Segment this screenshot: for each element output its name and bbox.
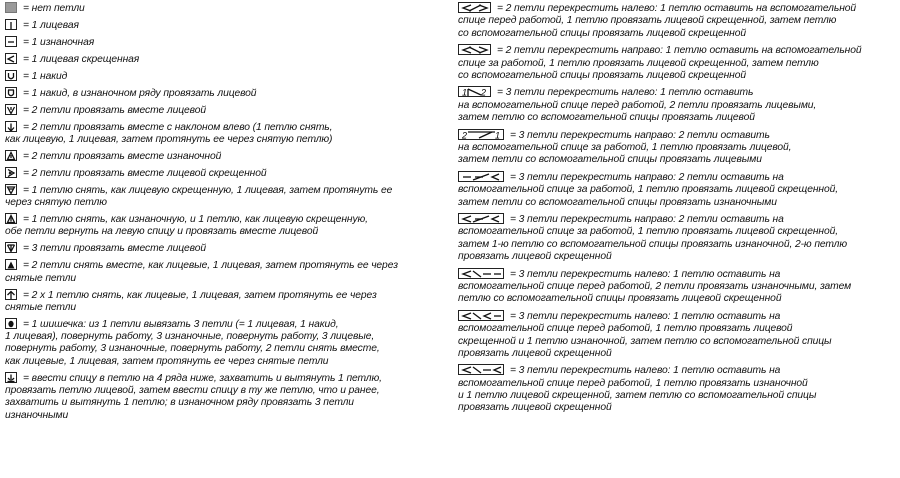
legend-text: со вспомогательной спицы провязать лицевой скрещенной — [458, 69, 747, 81]
s2kpo-icon — [5, 259, 17, 270]
legend-line — [5, 289, 445, 302]
k2tog-left-icon — [5, 121, 17, 132]
cross-2-left-tbl-icon — [458, 2, 491, 13]
legend-text: снятые петли — [5, 272, 77, 284]
legend-text: обе петли вернуть на левую спицу и провязать вместе лицевой — [5, 226, 319, 238]
legend-text: затем петли со вспомогательной спицы провязать лицевыми — [458, 154, 762, 166]
legend-text: = 1 лицевая — [23, 19, 79, 31]
legend-line — [458, 226, 898, 238]
legend-text: провязать лицевой скрещенной — [458, 251, 612, 263]
k2tog-icon — [5, 104, 17, 115]
svg-text:1: 1 — [462, 87, 467, 97]
legend-text: и 1 петлю лицевой скрещенной, затем петлю со вспомогательной спицы — [458, 390, 817, 402]
legend-text: затем петлю со вспомогательной спицы провязать лицевой — [458, 112, 755, 124]
legend-line — [458, 44, 898, 57]
legend-line — [5, 331, 445, 343]
legend-line — [458, 402, 898, 414]
legend-line — [5, 184, 445, 197]
legend-text: = 3 петли перекрестить направо: 2 петли оставить — [510, 129, 770, 141]
legend-line — [458, 390, 898, 402]
cross-2-right-tbl-icon — [458, 44, 491, 55]
knit-icon — [5, 19, 17, 30]
legend-line — [458, 2, 898, 15]
legend-text: скрещенной и 1 петлю изнаночной, затем петлю со вспомогательной спицы — [458, 335, 832, 347]
legend-line — [458, 154, 898, 166]
legend-text: = 3 петли перекрестить направо: 2 петли оставить на — [510, 171, 784, 183]
legend-text: затем 1-ю петлю со вспомогательной спицы провязать изнаночной, 2-ю петлю — [458, 238, 847, 250]
legend-text: спице за работой, 1 петлю провязать лицевой скрещенной, затем петлю — [458, 57, 819, 69]
legend-text: петлю со вспомогательной спицы провязать лицевой скрещенной — [458, 293, 782, 305]
legend-line — [458, 28, 898, 40]
legend-text: 1 лицевая), повернуть работу, 3 изнаночные, повернуть работу, 3 лицевые, — [5, 331, 375, 343]
legend-text: повернуть работу, 3 изнаночные, повернуть работу, 2 петли снять вместе, — [5, 343, 380, 355]
legend-line — [5, 36, 445, 49]
cross-3-right-mixed-icon — [458, 213, 504, 224]
legend-line — [458, 364, 898, 377]
legend-line — [458, 129, 898, 142]
legend-line — [458, 15, 898, 27]
yarn-over-purl-icon — [5, 87, 17, 98]
legend-line — [458, 100, 898, 112]
legend-line — [5, 121, 445, 134]
no-stitch-icon — [5, 2, 17, 13]
legend-line — [458, 323, 898, 335]
purl-icon — [5, 36, 17, 47]
k2tog-tbl-icon — [5, 167, 17, 178]
legend-line — [5, 213, 445, 226]
legend-text: = 2 петли снять вместе, как лицевые, 1 лицевая, затем протянуть ее через — [23, 260, 398, 272]
legend-text: как лицевые, 1 лицевая, затем протянуть ее через снятые петли — [5, 355, 329, 367]
legend-line — [458, 58, 898, 70]
legend-line — [5, 385, 445, 397]
legend-text: = нет петли — [23, 3, 85, 14]
cross-3-left-mixed2-icon — [458, 364, 504, 375]
legend-text: снятые петли — [5, 301, 77, 313]
legend-line — [5, 397, 445, 409]
legend-line — [5, 70, 445, 83]
legend-line — [5, 226, 445, 238]
legend-text: = 3 петли перекрестить налево: 1 петлю оставить на — [510, 365, 781, 377]
legend-text: как лицевую, 1 лицевая, затем протянуть ее через снятую петлю) — [5, 133, 333, 145]
legend-line — [5, 19, 445, 32]
svg-text:1: 1 — [495, 130, 500, 139]
legend-text: провязать лицевой скрещенной — [458, 347, 612, 359]
legend-text: = 2 x 1 петлю снять, как лицевые, 1 лицевая, затем протянуть ее через — [23, 289, 377, 301]
double-slip-icon — [5, 289, 17, 300]
legend-text: вспомогательной спице за работой, 1 петлю провязать лицевой скрещенной, — [458, 226, 838, 238]
legend-text: вспомогательной спице перед работой, 1 петлю провязать лицевой — [458, 323, 793, 335]
legend-line — [458, 336, 898, 348]
yarn-over-icon — [5, 70, 17, 81]
legend-line — [458, 184, 898, 196]
legend-line — [458, 348, 898, 360]
legend-line — [458, 239, 898, 251]
knit-tbl-icon — [5, 53, 17, 64]
legend-line — [5, 167, 445, 180]
legend-text: захватить и вытянуть 1 петлю; в изнаночном ряду провязать 3 петли — [5, 397, 354, 409]
legend-line — [458, 171, 898, 184]
legend-line — [458, 251, 898, 263]
legend-text: = 3 петли перекрестить налево: 1 петлю оставить — [497, 87, 754, 99]
legend-text: = 2 петли перекрестить налево: 1 петлю оставить на вспомогательной — [497, 3, 857, 14]
slip-purl-icon — [5, 213, 17, 224]
legend-text: провязать лицевой скрещенной — [458, 402, 612, 414]
cross-3-right-knit-icon — [458, 129, 504, 140]
legend-text: = 3 петли перекрестить налево: 1 петлю оставить на — [510, 268, 781, 280]
legend-text: со вспомогательной спицы провязать лицевой скрещенной — [458, 27, 747, 39]
legend-text: = 1 накид, в изнаночном ряду провязать лицевой — [23, 87, 257, 99]
legend-line — [458, 213, 898, 226]
legend-text: вспомогательной спице перед работой, 2 петли провязать изнаночными, затем — [458, 281, 852, 292]
legend-text: спице перед работой, 1 петлю провязать лицевой скрещенной, затем петлю — [458, 15, 837, 27]
legend-line — [458, 197, 898, 209]
legend-text: вспомогательной спице за работой, 1 петлю провязать лицевой скрещенной, — [458, 184, 838, 196]
legend-text: затем петли со вспомогательной спицы провязать изнаночными — [458, 196, 777, 208]
legend-line — [5, 104, 445, 117]
legend-line — [5, 343, 445, 355]
cross-3-right-purl-icon — [458, 171, 504, 182]
legend-line — [5, 150, 445, 163]
legend-line — [5, 2, 445, 15]
legend-line — [458, 378, 898, 390]
legend-left-column — [5, 2, 445, 426]
cross-3-left-knit-icon — [458, 86, 491, 97]
legend-text: вспомогательной спице перед работой, 1 петлю провязать изнаночной — [458, 377, 808, 389]
skpo-tbl-icon — [5, 184, 17, 195]
legend-line — [5, 53, 445, 66]
legend-text: = 1 петлю снять, как изнаночную, и 1 петлю, как лицевую скрещенную, — [23, 214, 368, 225]
legend-line — [458, 281, 898, 293]
legend-line — [458, 142, 898, 154]
legend-text: = 2 петли провязать вместе лицевой — [23, 104, 206, 116]
cross-3-left-mixed-icon — [458, 310, 504, 321]
legend-line — [5, 273, 445, 285]
k3tog-icon — [5, 242, 17, 253]
legend-text: провязать петлю лицевой, затем ввести спицу в ту же петлю, что и ранее, — [5, 385, 380, 397]
bobble-icon — [5, 318, 17, 329]
legend-text: = 3 петли перекрестить налево: 1 петлю оставить на — [510, 310, 781, 322]
legend-text: = 1 лицевая скрещенная — [23, 53, 140, 65]
legend-line — [5, 302, 445, 314]
legend-text: = 3 петли перекрестить направо: 2 петли оставить на — [510, 214, 784, 226]
legend-right-column — [458, 2, 898, 419]
legend-text: = 2 петли провязать вместе с наклоном влево (1 петлю снять, — [23, 121, 333, 133]
legend-text: = ввести спицу в петлю на 4 ряда ниже, захватить и вытянуть 1 петлю, — [23, 372, 382, 384]
legend-text: через снятую петлю — [5, 197, 107, 209]
legend-line — [5, 372, 445, 385]
legend-line — [5, 318, 445, 331]
legend-text: = 1 накид — [23, 70, 68, 82]
legend-line — [5, 259, 445, 272]
legend-line — [458, 70, 898, 82]
legend-text: = 2 петли перекрестить направо: 1 петлю оставить на вспомогательной — [497, 45, 862, 57]
svg-text:2: 2 — [462, 130, 467, 139]
legend-text: = 2 петли провязать вместе изнаночной — [23, 150, 222, 162]
svg-text:2: 2 — [481, 87, 486, 97]
legend-line — [458, 293, 898, 305]
legend-text: на вспомогательной спице за работой, 1 петлю провязать лицевой, — [458, 142, 792, 153]
legend-text: = 1 шишечка: из 1 петли вывязать 3 петли (= 1 лицевая, 1 накид, — [23, 318, 339, 330]
legend-line — [5, 134, 445, 146]
cross-3-left-purl-icon — [458, 268, 504, 279]
legend-line — [5, 242, 445, 255]
legend-line — [5, 356, 445, 368]
legend-line — [458, 112, 898, 124]
legend-line — [458, 310, 898, 323]
legend-text: изнаночными — [5, 409, 69, 421]
legend-text: = 2 петли провязать вместе лицевой скрещенной — [23, 167, 267, 179]
legend-line — [5, 410, 445, 422]
legend-text: = 3 петли провязать вместе лицевой — [23, 243, 206, 255]
p2tog-icon — [5, 150, 17, 161]
legend-line — [458, 268, 898, 281]
insert-needle-icon — [5, 372, 17, 383]
legend-text: = 1 изнаночная — [23, 36, 95, 48]
legend-line — [5, 87, 445, 100]
legend-line — [5, 197, 445, 209]
legend-line — [458, 86, 898, 99]
legend-text: = 1 петлю снять, как лицевую скрещенную, 1 лицевая, затем протянуть ее — [23, 184, 393, 196]
legend-text: на вспомогательной спице перед работой, 2 петли провязать лицевыми, — [458, 99, 817, 111]
